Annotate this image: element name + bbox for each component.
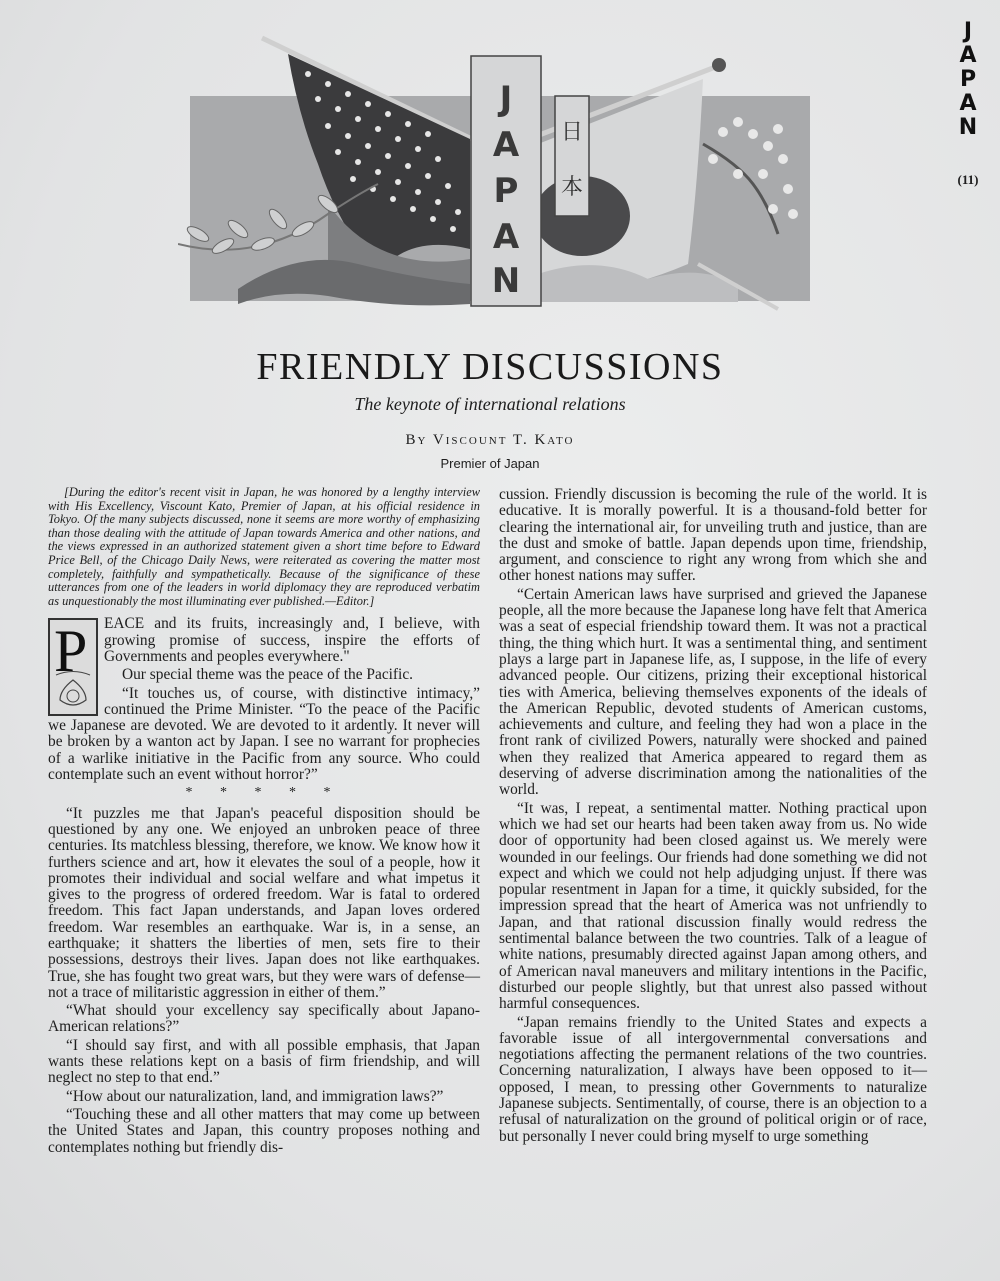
opening-section bbox=[48, 616, 480, 783]
side-banner-letter: A bbox=[959, 91, 977, 116]
paragraph: “How about our naturalization, land, and immigration laws?” bbox=[66, 1087, 444, 1105]
drop-cap-letter: P bbox=[54, 618, 88, 685]
kanji-character: 日 bbox=[560, 120, 584, 145]
paragraph: “It puzzles me that Japan's peaceful disposition should be questioned by any one. We enjoyed an unbroken peace of three centuries. Its matchless blessing, therefore, we know. We know how it furthers science and art, how it elevates the soul of a people, how it promotes their individual and social welfare and what impetus it gives to the progress of ordered freedom. War is fatal to ordered freedom. This fact Japan understands, and Japan loves ordered freedom. War resembles an earthquake. War is, in a sense, an earthquake; it shatters the liberties of men, sets fire to their possessions, destroys their lives. Japan does not like earthquakes. True, she has fought two great wars, but they were wars of defense—not a trace of militaristic aggression in either of them.” bbox=[48, 804, 480, 1001]
paragraph: “Certain American laws have surprised and grieved the Japanese people, all the more because the Japanese long have felt that America was a seat of especial friendship toward them. It was not a practical thing, the thing which hurt. It was a sentimental thing, and sentiment plays a large part in Japanese life, as, I suppose, in the life of every advanced people. Our citizens, prizing their exceptional historical ties with America, believing themselves exponents of the ideals of the American Republic, devoted students of American customs, achievements and culture, and feeling they had won a place in the front rank of civilized Powers, naturally were shocked and pained when they realized that America appeared to regard them as deserving of adverse discrimination among the nationalities of the world. bbox=[499, 585, 927, 799]
panel-letter: J bbox=[499, 79, 513, 119]
article-byline: By Viscount T. Kato bbox=[405, 432, 575, 448]
japan-flag-pole-finial bbox=[712, 58, 726, 72]
paragraph: cussion. Friendly discussion is becoming the rule of the world. It is educative. It is morally powerful. It is a thousand-fold better for clearing the international air, for unveiling truth and justice, than are the dust and smoke of battle. Japan depends upon time, friendship, argument, and conscience to right any wrong from which she and other honest nations may suffer. bbox=[499, 486, 927, 585]
side-banner-japan bbox=[950, 20, 986, 140]
paragraph: “It was, I repeat, a sentimental matter. Nothing practical upon which we had set our hearts had been taken away from us. No wide door of opportunity had been closed against us. We merely were wounded in our feelings. Our friends had done something we did not expect and which we could not help adjudging unjust. If there was popular resentment in Japan for a time, it quickly subsided, for the impression spread that the heart of America was not unfriendly to Japan, and that rational discussion finally would redress the sentimental balance between the two countries. Talk of a league of white nations, presumably directed against Japan among others, and of American naval maneuvers and military intentions in the Pacific, disturbed our people slightly, but that unrest also passed without harmful consequences. bbox=[499, 799, 927, 1013]
panel-letter: A bbox=[492, 125, 520, 165]
panel-letter: N bbox=[491, 261, 521, 301]
kanji-character: 本 bbox=[560, 175, 584, 200]
paragraph: “Touching these and all other matters that may come up between the United States and Japan, this country proposes nothing and contemplates nothing but friendly dis- bbox=[48, 1105, 480, 1156]
article-title: FRIENDLY DISCUSSIONS bbox=[256, 346, 724, 388]
header-illustration-flags bbox=[178, 34, 818, 314]
side-banner-letter: J bbox=[963, 19, 973, 44]
author-role: Premier of Japan bbox=[440, 456, 540, 471]
side-banner-letter: N bbox=[958, 115, 978, 140]
drop-cap-ornament bbox=[48, 618, 98, 716]
article-column-right bbox=[499, 487, 927, 1145]
side-banner-letter: P bbox=[959, 67, 977, 92]
article-subtitle: The keynote of international relations bbox=[354, 394, 626, 414]
editor-note: [During the editor's recent visit in Japan, he was honored by a lengthy interview with His Excellency, Viscount Kato, Premier of Japan, at his official residence in Tokyo. Of the many subjects discussed, none it seems are more worthy of emphasizing than those dealing with the attitude of Japan towards America and other nations, and the views expressed in an authorized statement given a short time before to Edward Price Bell, of the Chicago Daily News, were reiterated as covering the matter most completely, faithfully and sympathetically. Because of the significance of these utterances from one of the leaders in world diplomacy they are reproduced verbatim as unquestionably the most illuminating ever published.—Editor.] bbox=[48, 485, 480, 608]
paragraph: “I should say first, and with all possible emphasis, that Japan wants these relations kept on a basis of firm friendship, and will neglect no step to that end.” bbox=[48, 1036, 480, 1087]
paragraph: EACE and its fruits, increasingly and, I believe, with growing promise of success, inspire the efforts of Governments and peoples everywhere." bbox=[104, 615, 480, 665]
paragraph: “What should your excellency say specifically about Japano-American relations?” bbox=[48, 1002, 480, 1036]
paragraph: Our special theme was the peace of the Pacific. bbox=[122, 666, 414, 684]
panel-letter: A bbox=[492, 217, 520, 257]
paragraph: “It touches us, of course, with distinctive intimacy,” continued the Prime Minister. “To the peace of the Pacific we Japanese are devoted. We are devoted to it ardently. It never will be broken by a wanton act by Japan. I see no warrant for prophecies of a warlike initiative in the Pacific from any source. Who could contemplate such an event without horror?” bbox=[48, 684, 480, 784]
article-column-left bbox=[48, 486, 480, 1156]
section-separator: * * * * * bbox=[185, 785, 343, 801]
side-banner-letter: A bbox=[959, 43, 977, 68]
panel-letter: P bbox=[493, 171, 519, 211]
page-number: (11) bbox=[957, 172, 979, 187]
paragraph: “Japan remains friendly to the United States and expects a favorable issue of all intergovernmental conversations and negotiations affecting the permanent relations of the two countries. Concerning naturalization, I always have been opposed to it—opposed, I mean, to pressing other Governments to naturalize Japanese subjects. Sentimentally, of course, there is an objection to a refusal of naturalization on the ground of political origin or of race, but personally I never could bring myself to urge something bbox=[499, 1013, 927, 1145]
